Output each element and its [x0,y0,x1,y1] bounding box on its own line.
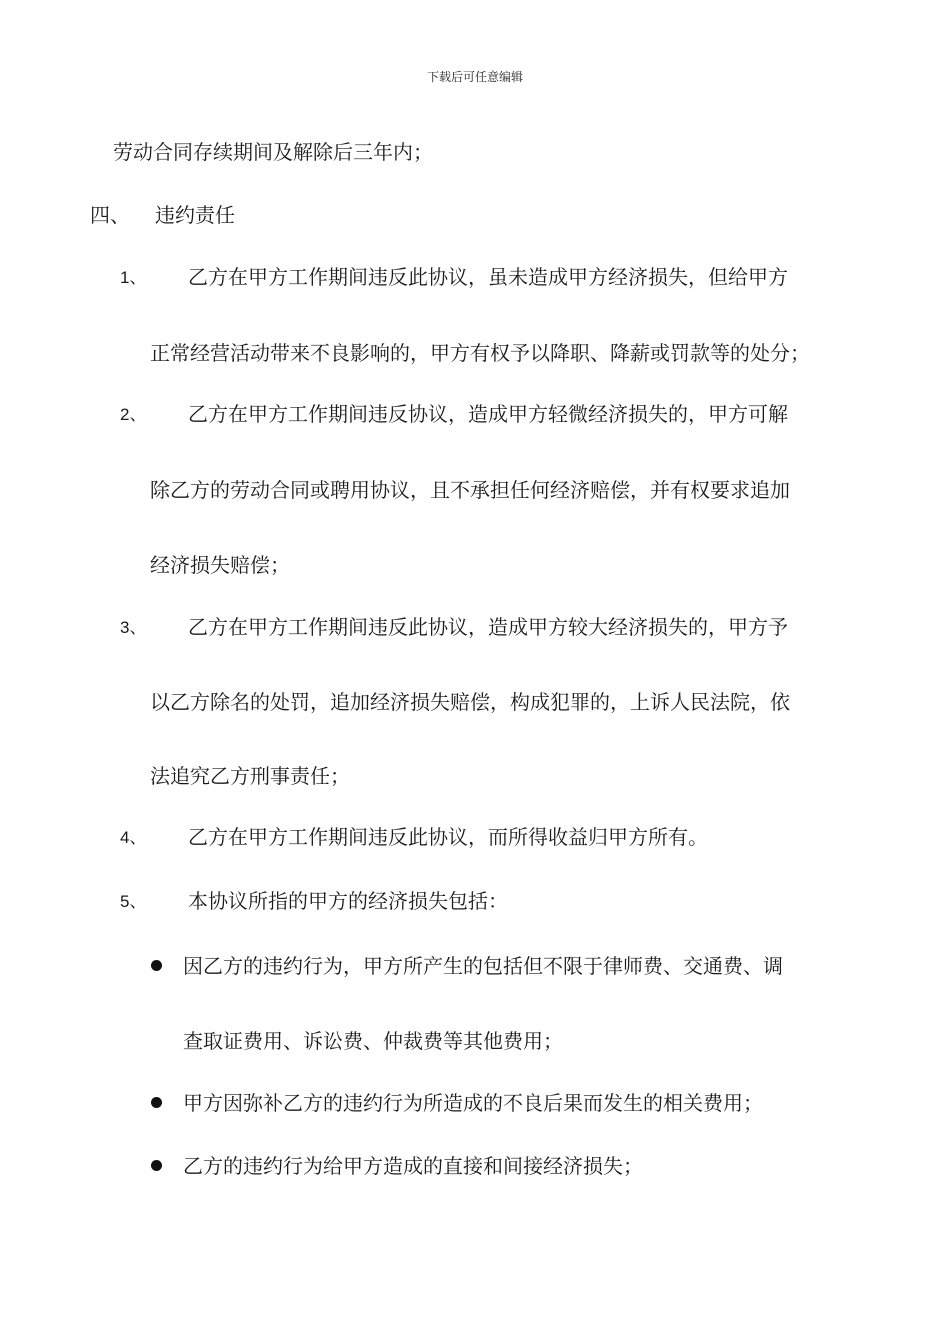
page-header-note: 下载后可任意编辑 [426,70,523,84]
item-text-line: 乙方在甲方工作期间违反此协议，虽未造成甲方经济损失，但给甲方 [188,265,788,289]
item-number: 3、 [120,618,147,637]
section-title: 违约责任 [155,203,235,227]
bullet-text-line: 乙方的违约行为给甲方造成的直接和间接经济损失； [183,1154,643,1178]
item-text-line: 法追究乙方刑事责任； [150,764,350,788]
item-text-line: 乙方在甲方工作期间违反此协议，而所得收益归甲方所有。 [188,825,708,849]
bullet-text-line: 因乙方的违约行为，甲方所产生的包括但不限于律师费、交通费、调 [183,954,783,978]
item-number: 4、 [120,828,147,847]
item-text-line: 本协议所指的甲方的经济损失包括： [188,889,508,913]
bullet-icon [151,1160,162,1171]
bullet-text-line: 甲方因弥补乙方的违约行为所造成的不良后果而发生的相关费用； [183,1091,763,1115]
section-number: 四、 [90,203,130,227]
bullet-text-line: 查取证费用、诉讼费、仲裁费等其他费用； [183,1029,563,1053]
item-text-line: 以乙方除名的处罚，追加经济损失赔偿，构成犯罪的，上诉人民法院，依 [150,690,790,714]
item-text-line: 除乙方的劳动合同或聘用协议，且不承担任何经济赔偿，并有权要求追加 [150,478,790,502]
item-text-line: 乙方在甲方工作期间违反此协议，造成甲方较大经济损失的，甲方予 [188,615,788,639]
item-text-line: 正常经营活动带来不良影响的，甲方有权予以降职、降薪或罚款等的处分； [150,341,810,365]
intro-line: 劳动合同存续期间及解除后三年内； [113,140,433,164]
item-number: 1、 [120,268,147,287]
item-text-line: 经济损失赔偿； [150,553,290,577]
bullet-icon [151,1097,162,1108]
item-number: 5、 [120,892,147,911]
item-text-line: 乙方在甲方工作期间违反协议，造成甲方轻微经济损失的，甲方可解 [188,402,788,426]
item-number: 2、 [120,405,147,424]
bullet-icon [151,960,162,971]
